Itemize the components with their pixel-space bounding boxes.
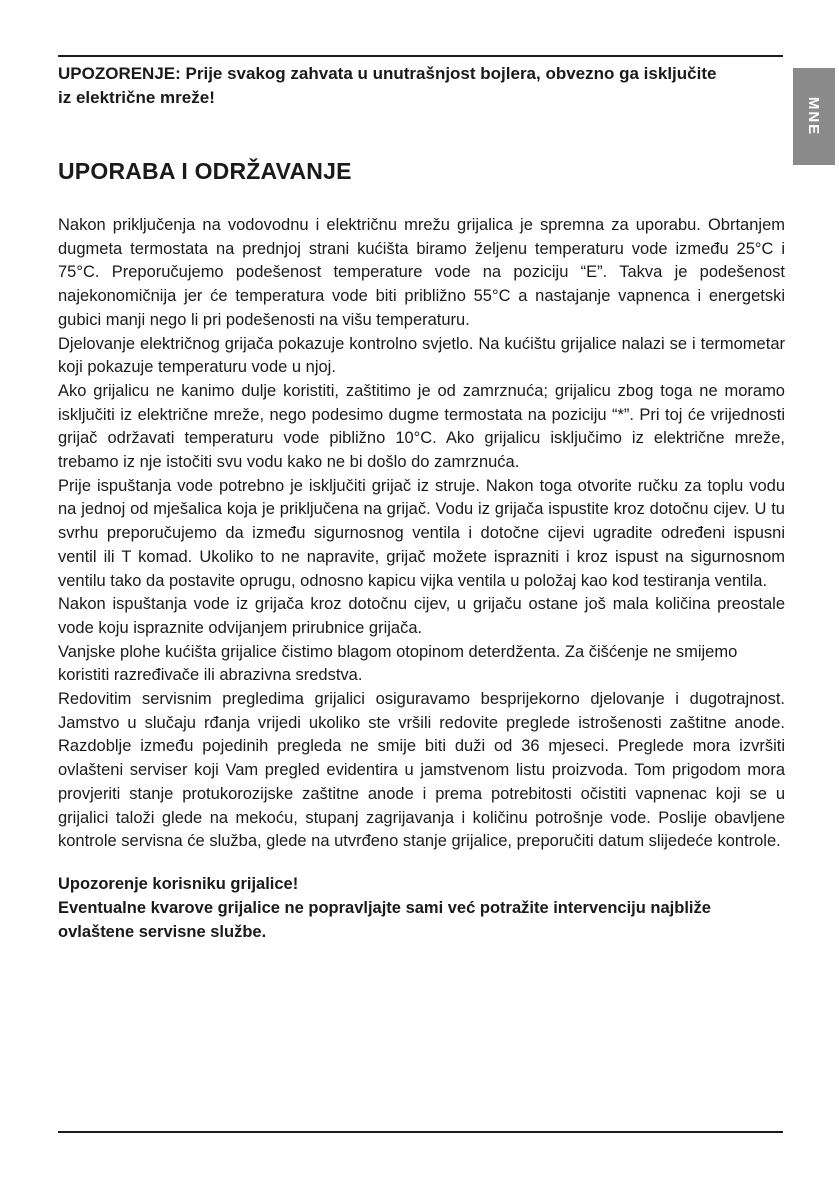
body-text-column bbox=[58, 214, 785, 944]
user-warning-body: Eventualne kvarove grijalice ne popravljajte sami već potražite intervenciju najbliže ovlaštene servisne službe. bbox=[58, 898, 711, 941]
body-paragraph: Nakon priključenja na vodovodnu i električnu mrežu grijalica je spremna za uporabu. Obrtanjem dugmeta termostata na prednjoj strani kućišta biramo željenu temperaturu vode između 25°C i 75°C. Preporučujemo podešenost temperature vode na poziciju “E”. Takva je podešenost najekonomičnija jer će temperatura vode biti približno 55°C a nastajanje vapnenca i energetski gubici manji nego li pri podešenosti na višu temperaturu. bbox=[58, 216, 785, 329]
top-warning-text: UPOZORENJE: Prije svakog zahvata u unutrašnjost bojlera, obvezno ga isključite iz električne mreže! bbox=[58, 64, 717, 107]
user-warning-title: Upozorenje korisniku grijalice! bbox=[58, 874, 299, 893]
page-bottom-divider bbox=[58, 1131, 783, 1133]
body-paragraph: Prije ispuštanja vode potrebno je isključiti grijač iz struje. Nakon toga otvorite ručku za toplu vodu na jednoj od mješalica koja je priključena na grijač. Vodu iz grijača ispustite kroz dotočnu cijev. U tu svrhu preporučujemo da između sigurnosnog ventila i dotočne cijevi ugradite određeni ispusni ventil ili T komad. Ukoliko to ne napravite, grijač možete isprazniti i kroz ispust na sigurnosnom ventilu tako da postavite oprugu, odnosno kapicu vijka ventila u položaj kao kod testiranja ventila. bbox=[58, 476, 785, 590]
language-tab-mne bbox=[793, 68, 835, 165]
body-paragraph: Redovitim servisnim pregledima grijalici osiguravamo besprijekorno djelovanje i dugotrajnost. Jamstvo u slučaju rđanja vrijedi ukoliko ste vršili redovite preglede istrošenosti zaštitne anode. Razdoblje između pojedinih pregleda ne smije biti duži od 36 mjeseci. Preglede mora izvršiti ovlašteni serviser koji Vam pregled evidentira u jamstvenom listu proizvoda. Tom prigodom mora provjeriti stanje protukorozijske zaštitne anode i prema potrebitosti očistiti vapnenac koji se u grijalici taloži glede na mekoću, stupanj zagrijavanja i količinu potrošnje vode. Poslije obavljene kontrole servisna će služba, glede na utvrđeno stanje grijalice, preporučiti datum slijedeće kontrole. bbox=[58, 690, 785, 851]
body-paragraph: Ako grijalicu ne kanimo dulje koristiti, zaštitimo je od zamrznuća; grijalicu zbog toga ne moramo isključiti iz električne mreže, nego podesimo dugme termostata na poziciju “*”. Pri toj će vrijednosti grijač održavati temperaturu vode pibližno 10°C. Ako grijalicu isključimo iz električne mreže, trebamo iz nje istočiti svu vodu kako ne bi došlo do zamrznuća. bbox=[58, 381, 785, 472]
body-paragraph: Nakon ispuštanja vode iz grijača kroz dotočnu cijev, u grijaču ostane još mala količina preostale vode koju ispraznite odvijanjem prirubnice grijača. bbox=[58, 595, 785, 637]
language-tab-label: MNE bbox=[805, 96, 823, 137]
body-paragraph: Djelovanje električnog grijača pokazuje kontrolno svjetlo. Na kućištu grijalice nalazi se i termometar koji pokazuje temperaturu vode u njoj. bbox=[58, 334, 785, 377]
body-paragraph: Vanjske plohe kućišta grijalice čistimo blagom otopinom deterdženta. Za čišćenje ne smijemo koristiti razređivače ili abrazivna sredstva. bbox=[58, 642, 738, 685]
page-top-divider bbox=[58, 55, 783, 57]
section-heading: UPORABA I ODRŽAVANJE bbox=[58, 158, 352, 184]
